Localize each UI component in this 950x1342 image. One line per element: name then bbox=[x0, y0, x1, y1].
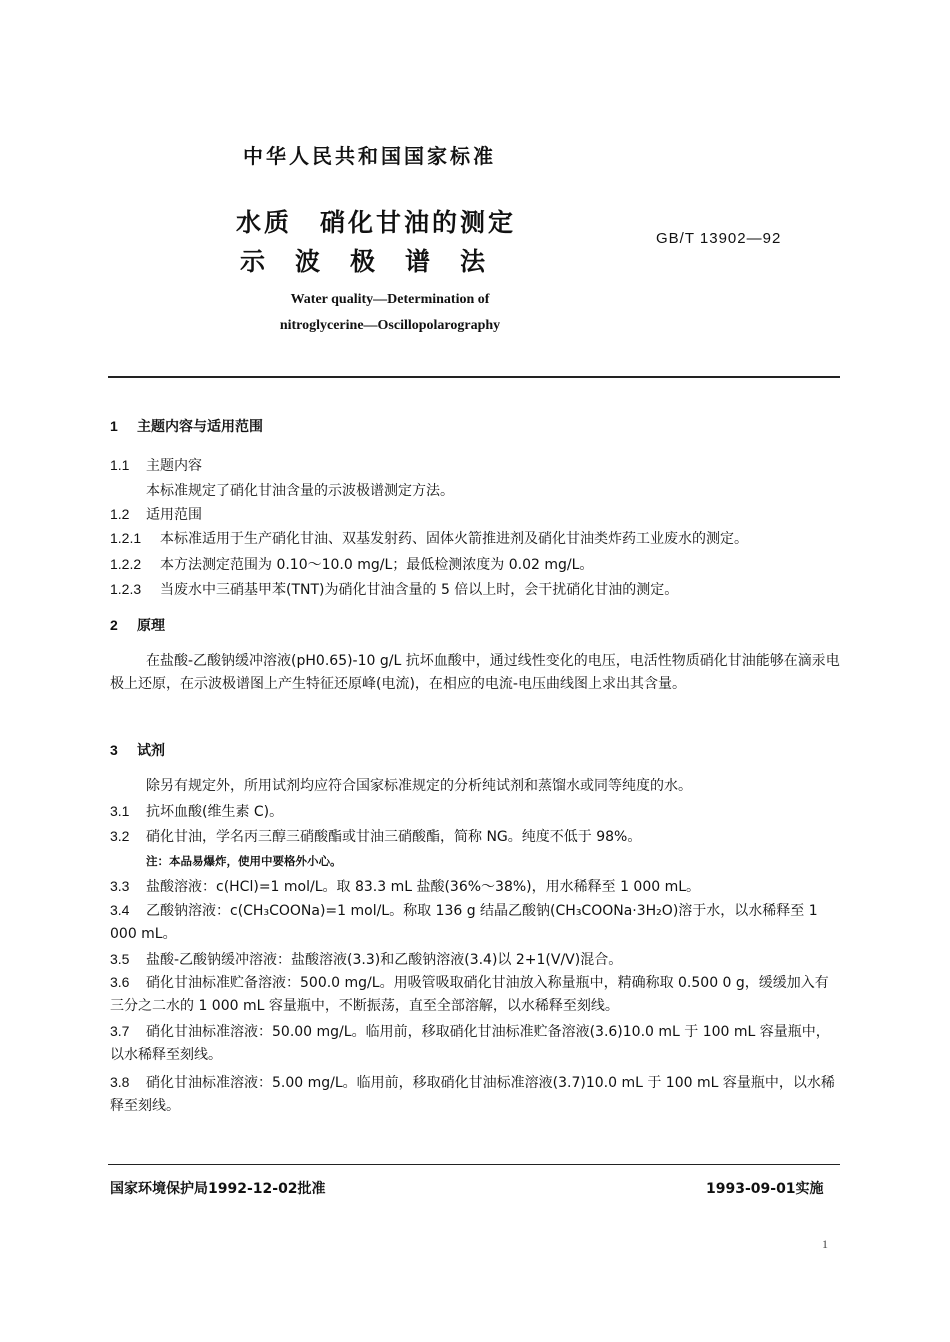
section-3-8: 3.8 硝化甘油标准溶液：5.00 mg/L。临用前，移取硝化甘油标准溶液(3.7)10.0 mL 于 100 mL 容量瓶中，以水稀释至刻线。 bbox=[110, 1074, 835, 1114]
section-3-1: 3.1 抗坏血酸(维生素 C)。 bbox=[110, 803, 284, 820]
document-title-line1: 水质 硝化甘油的测定 bbox=[236, 208, 517, 237]
section-3-4: 3.4 乙酸钠溶液：c(CH₃COONa)=1 mol/L。称取 136 g 结晶乙酸钠(CH₃COONa·3H₂O)溶于水，以水稀释至 1 000 mL。 bbox=[110, 902, 818, 942]
english-title-line2: nitroglycerine—Oscillopolarography bbox=[279, 318, 501, 333]
section-1-heading: 1 主题内容与适用范围 bbox=[110, 418, 263, 435]
approval-date: 国家环境保护局1992-12-02批准 bbox=[110, 1181, 326, 1197]
header-divider bbox=[108, 376, 840, 378]
section-1-2-2: 1.2.2 本方法测定范围为 0.10～10.0 mg/L；最低检测浓度为 0.02 mg/L。 bbox=[110, 556, 594, 573]
standard-organization-heading: 中华人民共和国国家标准 bbox=[243, 144, 496, 168]
footer-divider bbox=[108, 1164, 840, 1165]
section-3-6: 3.6 硝化甘油标准贮备溶液：500.0 mg/L。用吸管吸取硝化甘油放入称量瓶中，精确称取 0.500 0 g，缓缓加入有三分之二水的 1 000 mL 容量瓶中，不断振荡，直至全部溶解，以水稀释至刻线。 bbox=[110, 974, 829, 1014]
standard-code: GB/T 13902—92 bbox=[656, 230, 782, 247]
implementation-date: 1993-09-01实施 bbox=[706, 1181, 824, 1197]
section-3-3: 3.3 盐酸溶液：c(HCl)=1 mol/L。取 83.3 mL 盐酸(36%～38%)，用水稀释至 1 000 mL。 bbox=[110, 878, 701, 895]
section-2-body: 在盐酸-乙酸钠缓冲溶液(pH0.65)-10 g/L 抗坏血酸中，通过线性变化的电压，电活性物质硝化甘油能够在滴汞电极上还原，在示波极谱图上产生特征还原峰(电流)，在相应的电流-电压曲线图上求出其含量。 bbox=[110, 653, 840, 692]
section-1-2-heading: 1.2 适用范围 bbox=[110, 506, 202, 523]
page-number: 1 bbox=[822, 1237, 828, 1251]
english-title-line1: Water quality—Determination of bbox=[290, 292, 490, 307]
section-3-7: 3.7 硝化甘油标准溶液：50.00 mg/L。临用前，移取硝化甘油标准贮备溶液(3.6)10.0 mL 于 100 mL 容量瓶中，以水稀释至刻线。 bbox=[110, 1023, 830, 1063]
section-1-1-body: 本标准规定了硝化甘油含量的示波极谱测定方法。 bbox=[146, 483, 454, 499]
section-1-2-1: 1.2.1 本标准适用于生产硝化甘油、双基发射药、固体火箭推进剂及硝化甘油类炸药工业废水的测定。 bbox=[110, 530, 748, 547]
section-3-5: 3.5 盐酸-乙酸钠缓冲溶液：盐酸溶液(3.3)和乙酸钠溶液(3.4)以 2+1(V/V)混合。 bbox=[110, 951, 623, 968]
document-title-line2: 示波极谱法 bbox=[240, 247, 516, 276]
section-2-heading: 2 原理 bbox=[110, 617, 165, 634]
section-3-heading: 3 试剂 bbox=[110, 742, 165, 759]
section-3-2: 3.2 硝化甘油，学名丙三醇三硝酸酯或甘油三硝酸酯，简称 NG。纯度不低于 98%。 bbox=[110, 828, 642, 845]
section-1-2-3: 1.2.3 当废水中三硝基甲苯(TNT)为硝化甘油含量的 5 倍以上时，会干扰硝化甘油的测定。 bbox=[110, 581, 679, 598]
section-1-1-heading: 1.1 主题内容 bbox=[110, 457, 202, 474]
section-3-2-note: 注：本品易爆炸，使用中要格外小心。 bbox=[146, 854, 342, 868]
section-3-intro: 除另有规定外，所用试剂均应符合国家标准规定的分析纯试剂和蒸馏水或同等纯度的水。 bbox=[146, 778, 692, 794]
